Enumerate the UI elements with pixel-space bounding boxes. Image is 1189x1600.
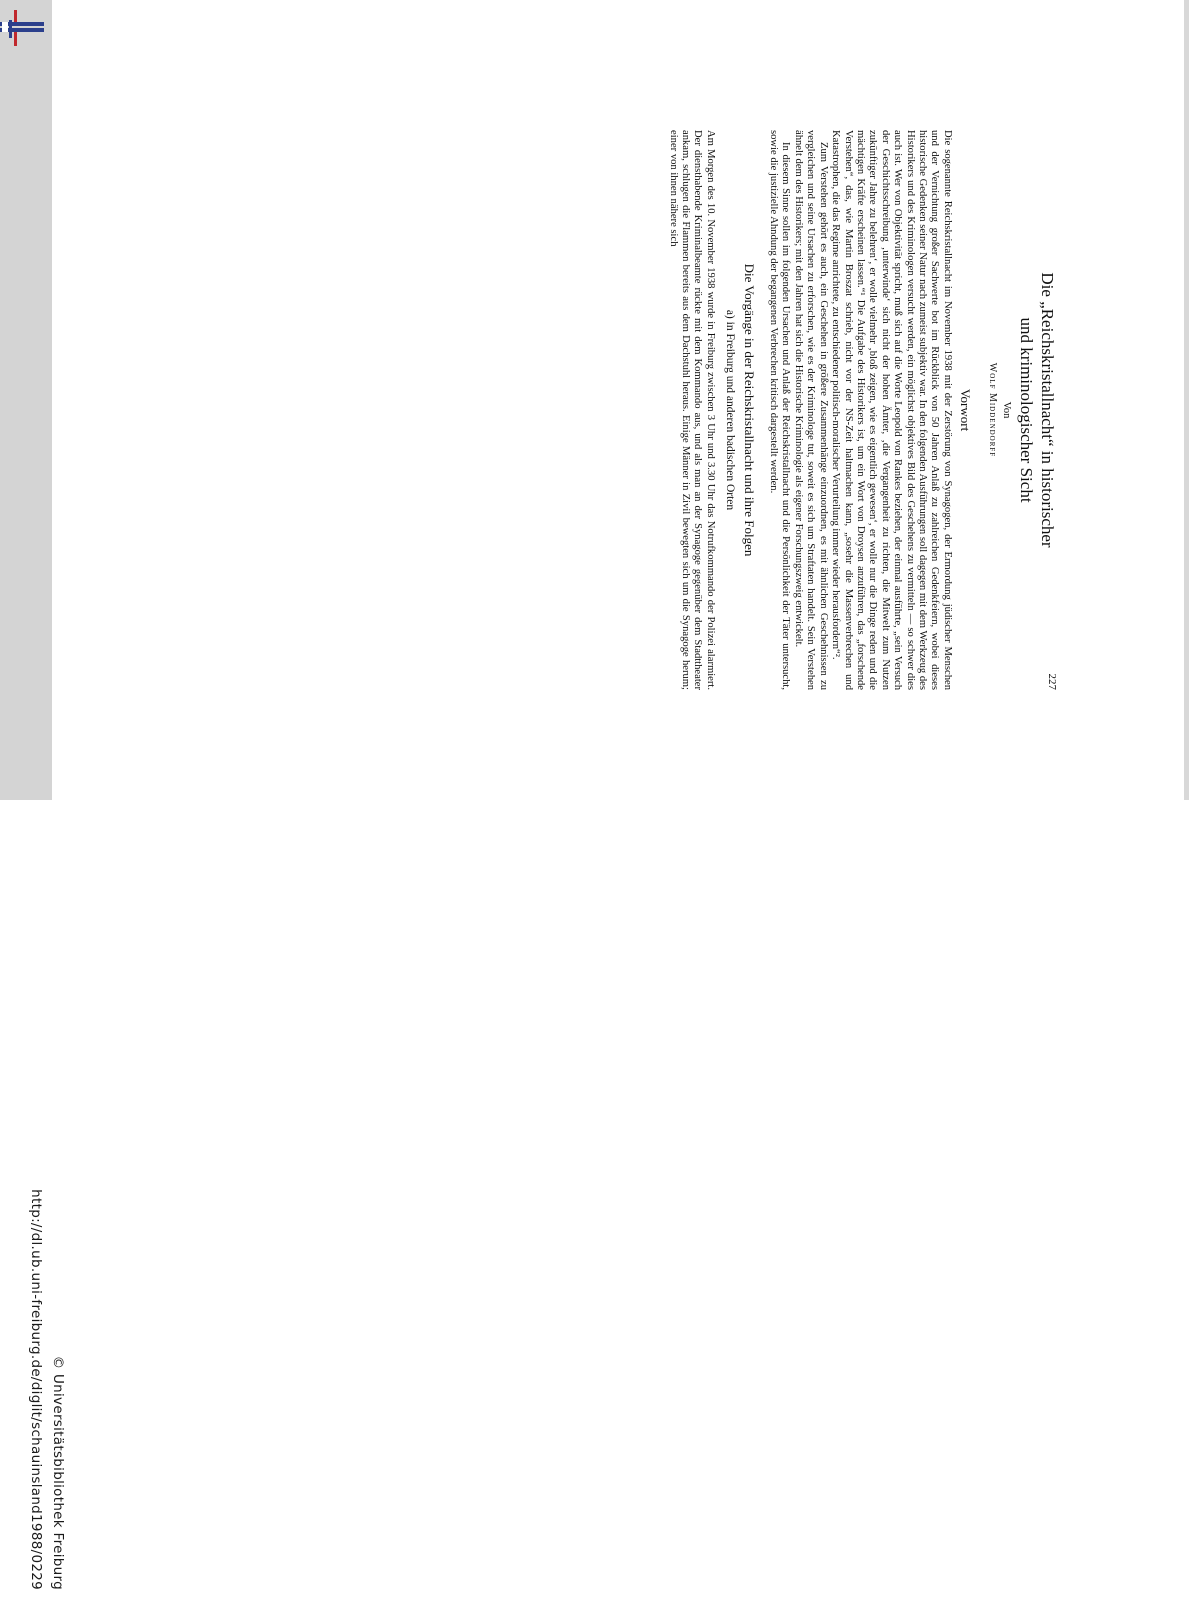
paragraph-1: Die sogenannte Reichskristallnacht im November 1938 mit der Zerstörung von Synagogen, der Ermordung jüdischer Menschen und der Vernichtung großer Sachwerte bot im Rückblick von 50 Jahren Anlaß zu zahlreichen Gedenkfeiern, wobei dieses historische Gedenken seiner Natur nach zumeist subjektiv war. In den folgenden Ausführungen soll dagegen mit dem Werkzeug des Historikers und des Kriminologen versucht werden, ein möglichst objektives Bild des Geschehens zu vermitteln — so schwer dies auch ist. Wer von Objektivität spricht, muß sich auf die Worte Leopold von Rankes beziehen, der einmal ausführte, „sein Versuch der Geschichtsschreibung ‚unterwinde‘ sich nicht der hohen Ämter, ‚die Vergangenheit zu richten, die Mitwelt zum Nutzen zukünftiger Jahre zu belehren‘, er wolle vielmehr ‚bloß zeigen, wie es eigentlich gewesen‘, er wolle nur die Dinge reden und die mächtigen Kräfte erscheinen lassen.“¹ Die Aufgabe des Historikers ist, um ein Wort von Droysen anzuführen, das „forschende Verstehen“, das, wie Martin Broszat schrieb, nicht vor der NS-Zeit haltmachen kann, „sosehr die Massenverbrechen und Katastrophen, die das Regime anrichtete, zu entschiedener politisch-moralischer Verurteilung immer wieder herausfordern“².: [830, 130, 953, 690]
author-name: Wolf Middendorff: [986, 362, 998, 458]
page-number: 227: [1046, 673, 1058, 690]
title-line-2: und kriminologischer Sicht: [1017, 317, 1036, 503]
copyright-notice: © Universitätsbibliothek Freiburg: [50, 1355, 66, 1590]
ub-freiburg-logo-icon: [0, 8, 44, 52]
paragraph-4: Am Morgen des 10. November 1938 wurde in Freiburg zwischen 3 Uhr und 3.30 Uhr das Notrufkommando der Polizei alarmiert. Der diensthabende Kriminalbeamte rückte mit dem Kommando aus, und als man an der Synagoge gegenüber dem Stadttheater ankam, schlugen die Flammen bereits aus dem Dachstuhl heraus. Einige Männer in Zivil bewegten sich um die Synagoge herum; einer von ihnen nähere sich: [667, 130, 716, 690]
source-url[interactable]: http://dl.ub.uni-freiburg.de/diglit/schauinsland1988/0229: [28, 1189, 44, 1590]
scanned-page: [328, 130, 1058, 690]
paragraph-2: Zum Verstehen gehört es auch, ein Geschehen in größere Zusammenhänge einzuordnen, es mit ähnlichen Geschehnissen zu vergleichen und seine Ursachen zu erforschen, wie es der Kriminologe tut, soweit es sich um Straftaten handelt. Sein Verstehen ähnelt dem des Historikers; mit den Jahren hat sich die Historische Kriminologie als eigener Forschungszweig entwickelt.: [792, 130, 829, 690]
sidebar-strip: [0, 0, 52, 800]
subsection-heading: a) in Freiburg und anderen badischen Orten: [724, 309, 737, 511]
article-title: [1016, 130, 1058, 690]
title-line-1: Die „Reichskristallnacht“ in historischer: [1038, 272, 1057, 548]
paragraph-3: In diesem Sinne sollen im folgenden Ursachen und Anlaß der Reichskristallnacht und die Persönlichkeit der Täter untersucht, sowie die justizielle Ahndung der begangenen Verbrechen kritisch dargestellt werden.: [768, 130, 792, 690]
section-heading: Die Vorgänge in der Reichskristallnacht und ihre Folgen: [741, 263, 757, 557]
sidebar-vertical-text: [20, 800, 72, 1600]
byline: Von: [1001, 401, 1012, 419]
vorwort-heading: Vorwort: [958, 388, 974, 432]
right-edge-strip: [1184, 0, 1189, 800]
